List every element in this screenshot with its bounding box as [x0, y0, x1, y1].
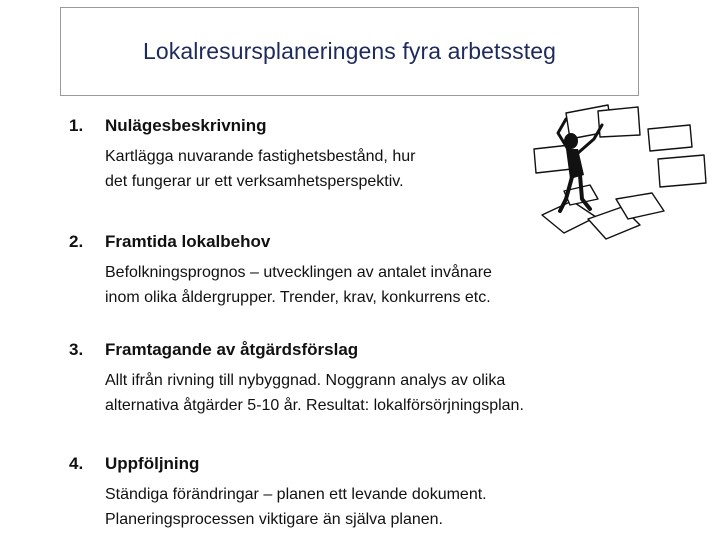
- step-1: [69, 115, 415, 194]
- step-2-heading: [69, 231, 492, 253]
- step-3-line-1: Allt ifrån rivning till nybyggnad. Noggrann analys av olika: [105, 372, 506, 389]
- step-4-heading: [69, 453, 487, 475]
- step-3-description: [105, 368, 524, 418]
- step-1-title: Nulägesbeskrivning: [105, 116, 267, 135]
- step-4: [69, 453, 487, 532]
- step-4-title: Uppföljning: [105, 454, 200, 473]
- step-4-description: [105, 482, 487, 532]
- step-2-description: [105, 260, 492, 310]
- title-box: [60, 7, 639, 96]
- step-1-number: 1.: [69, 116, 84, 135]
- step-3: [69, 339, 524, 418]
- step-1-heading: [69, 115, 415, 137]
- step-3-heading: [69, 339, 524, 361]
- step-2-line-2: inom olika åldergrupper. Trender, krav, konkurrens etc.: [105, 289, 491, 306]
- step-3-number: 3.: [69, 340, 84, 359]
- step-2-number: 2.: [69, 232, 84, 251]
- step-3-title: Framtagande av åtgärdsförslag: [105, 340, 359, 359]
- step-2-title: Framtida lokalbehov: [105, 232, 271, 251]
- step-1-line-1: Kartlägga nuvarande fastighetsbestånd, hur: [105, 148, 416, 165]
- person-with-papers-icon: [528, 103, 712, 243]
- step-4-line-2: Planeringsprocessen viktigare än själva planen.: [105, 511, 443, 528]
- step-1-line-2: det fungerar ur ett verksamhetsperspektiv.: [105, 173, 404, 190]
- step-1-description: [105, 144, 415, 194]
- step-2: [69, 231, 492, 310]
- step-2-line-1: Befolkningsprognos – utvecklingen av antalet invånare: [105, 264, 492, 281]
- step-4-line-1: Ständiga förändringar – planen ett levande dokument.: [105, 486, 487, 503]
- slide-title: Lokalresursplaneringens fyra arbetssteg: [142, 38, 556, 64]
- step-3-line-2: alternativa åtgärder 5-10 år. Resultat: lokalförsörjningsplan.: [105, 397, 524, 414]
- step-4-number: 4.: [69, 454, 84, 473]
